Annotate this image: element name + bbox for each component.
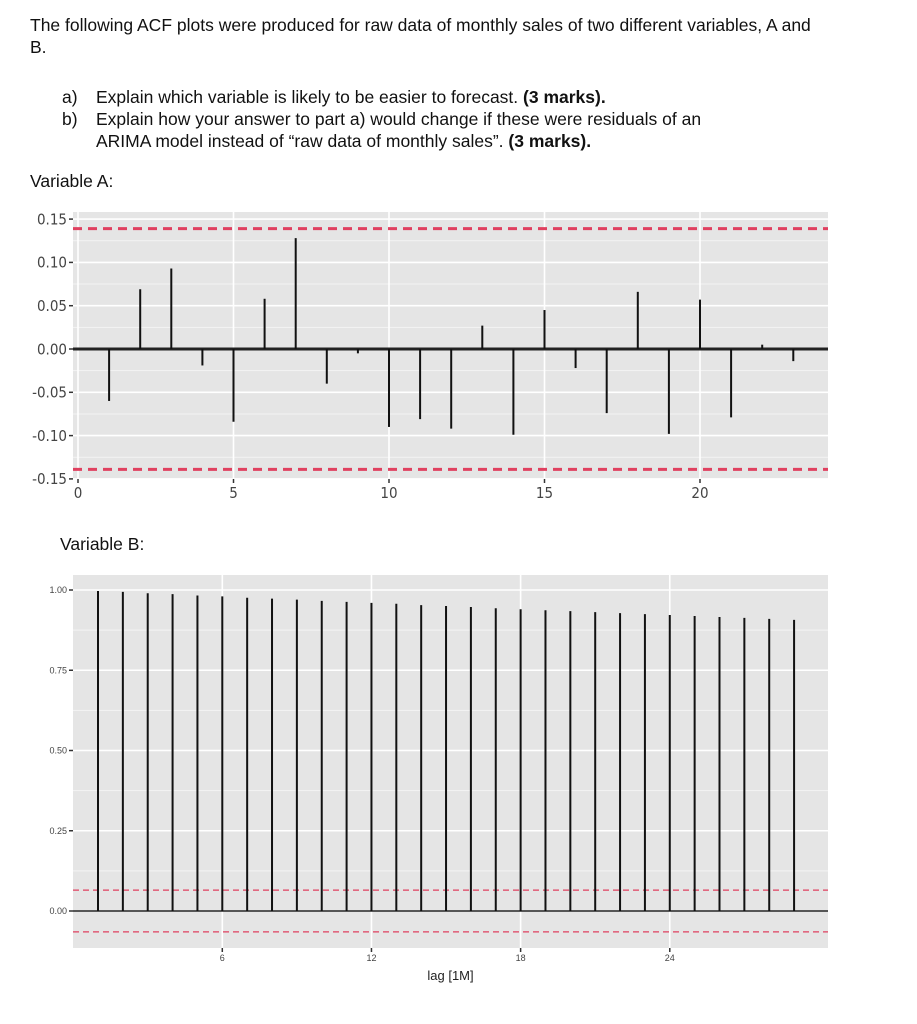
x-tick-label: 5	[229, 484, 238, 502]
y-tick-label: 0.00	[49, 906, 67, 917]
y-tick-label: 0.00	[36, 340, 67, 359]
y-tick-label: 0.15	[36, 210, 67, 229]
y-tick-label: -0.10	[32, 426, 67, 445]
y-tick-label: 0.05	[36, 296, 67, 315]
question-b-text: Explain how your answer to part a) would change if these were residuals of an	[96, 109, 702, 129]
x-tick-label: 10	[380, 484, 398, 502]
x-tick-label: 20	[691, 484, 709, 502]
question-b-marks: (3 marks).	[508, 131, 592, 151]
y-tick-label: 0.25	[49, 825, 67, 836]
x-tick-label: 6	[219, 953, 225, 963]
y-tick-label: -0.15	[32, 470, 67, 489]
question-a-marks: (3 marks).	[523, 87, 606, 107]
x-tick-label: 0	[73, 484, 83, 502]
question-a-label: a)	[62, 87, 78, 107]
variable-a-title: Variable A:	[30, 171, 114, 191]
plot-panel	[73, 575, 828, 948]
x-tick-label: 12	[366, 953, 377, 963]
x-tick-label: 24	[664, 953, 675, 963]
x-axis-label: lag [1M]	[427, 968, 474, 983]
y-tick-label: 1.00	[49, 585, 67, 596]
intro-text: The following ACF plots were produced for raw data of monthly sales of two different variables, A and B.	[30, 15, 811, 57]
y-tick-label: -0.05	[32, 383, 67, 402]
variable-b-title: Variable B:	[60, 534, 145, 554]
y-tick-label: 0.50	[49, 745, 67, 756]
x-tick-label: 18	[515, 953, 526, 963]
question-b-label: b)	[62, 109, 78, 129]
y-tick-label: 0.75	[49, 665, 67, 676]
question-a-text: Explain which variable is likely to be easier to forecast.	[96, 87, 519, 107]
y-tick-label: 0.10	[36, 253, 67, 272]
x-tick-label: 15	[535, 484, 554, 502]
question-b-text-cont: ARIMA model instead of “raw data of monthly sales”.	[96, 131, 504, 151]
